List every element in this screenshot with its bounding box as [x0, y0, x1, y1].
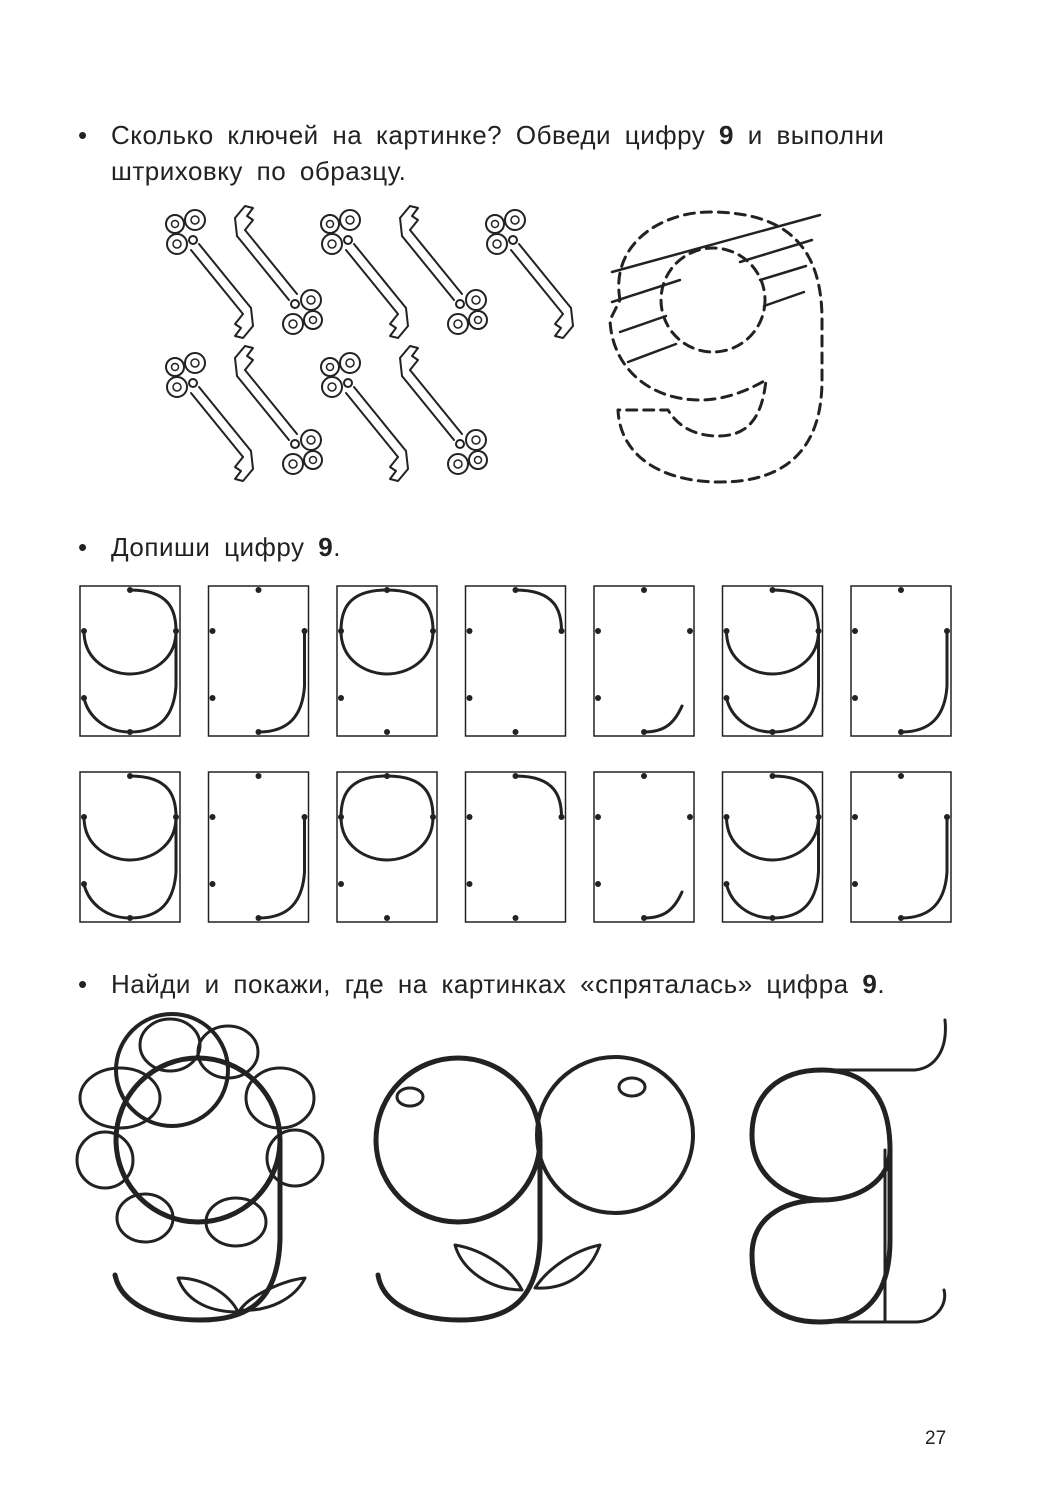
cherries-icon: [376, 1057, 693, 1320]
task-2-digit: 9: [318, 532, 334, 562]
bullet: •: [78, 120, 88, 150]
task-1-text-end: и выполни штриховку по образцу.: [111, 120, 885, 186]
practice-cell: [851, 772, 951, 922]
guide-dot: [256, 773, 262, 779]
guide-dot: [338, 695, 344, 701]
guide-dot: [852, 814, 858, 820]
practice-cell: [209, 772, 309, 922]
task-3-text: Найди и покажи, где на картинках «спряталась» цифра: [111, 969, 863, 999]
key-icon: [235, 206, 322, 334]
task-3-text-end: .: [877, 969, 886, 999]
guide-dot: [467, 881, 473, 887]
practice-cell: [723, 586, 823, 736]
practice-cell: [337, 772, 437, 922]
practice-cell: [851, 586, 951, 736]
guide-dot: [852, 881, 858, 887]
guide-dot: [467, 814, 473, 820]
guide-dot: [384, 915, 390, 921]
practice-cell: [594, 772, 694, 922]
guide-dot: [595, 814, 601, 820]
task-2-text-end: .: [333, 532, 341, 562]
key-icon: [400, 206, 487, 334]
bullet: •: [78, 969, 88, 999]
key-icon: [400, 346, 487, 474]
guide-dot: [467, 695, 473, 701]
practice-cell: [337, 586, 437, 736]
guide-dot: [852, 695, 858, 701]
task-2-text: Допиши цифру: [111, 532, 319, 562]
key-icon: [486, 210, 573, 338]
guide-dot: [641, 773, 647, 779]
practice-cell: [80, 772, 180, 922]
practice-cell: [80, 586, 180, 736]
key-icon: [235, 346, 322, 474]
guide-dot: [210, 628, 216, 634]
guide-dot: [513, 729, 519, 735]
page-number: 27: [925, 1428, 947, 1449]
guide-dot: [687, 628, 693, 634]
key-icon: [321, 353, 408, 481]
guide-dot: [338, 881, 344, 887]
guide-dot: [852, 628, 858, 634]
task-1-text: Сколько ключей на картинке? Обведи цифру: [111, 120, 719, 150]
guide-dot: [641, 587, 647, 593]
task-1-digit: 9: [719, 120, 734, 150]
key-icon: [166, 353, 253, 481]
guide-dot: [210, 695, 216, 701]
practice-cell: [466, 772, 566, 922]
eight-digit-icon: [752, 1020, 945, 1322]
guide-dot: [898, 587, 904, 593]
guide-dot: [595, 628, 601, 634]
practice-cell: [466, 586, 566, 736]
guide-dot: [595, 881, 601, 887]
guide-dot: [210, 881, 216, 887]
practice-cell: [209, 586, 309, 736]
tracing-nine: [610, 212, 822, 482]
bullet: •: [78, 532, 88, 562]
key-icon: [321, 210, 408, 338]
key-icon: [166, 210, 253, 338]
practice-cell: [723, 772, 823, 922]
guide-dot: [898, 773, 904, 779]
guide-dot: [467, 628, 473, 634]
guide-dot: [687, 814, 693, 820]
practice-cell: [594, 586, 694, 736]
task-3-digit: 9: [862, 969, 878, 999]
guide-dot: [384, 729, 390, 735]
guide-dot: [256, 587, 262, 593]
guide-dot: [210, 814, 216, 820]
practice-grid: [80, 586, 951, 922]
guide-dot: [595, 695, 601, 701]
flower-icon: [77, 1014, 323, 1320]
guide-dot: [513, 915, 519, 921]
